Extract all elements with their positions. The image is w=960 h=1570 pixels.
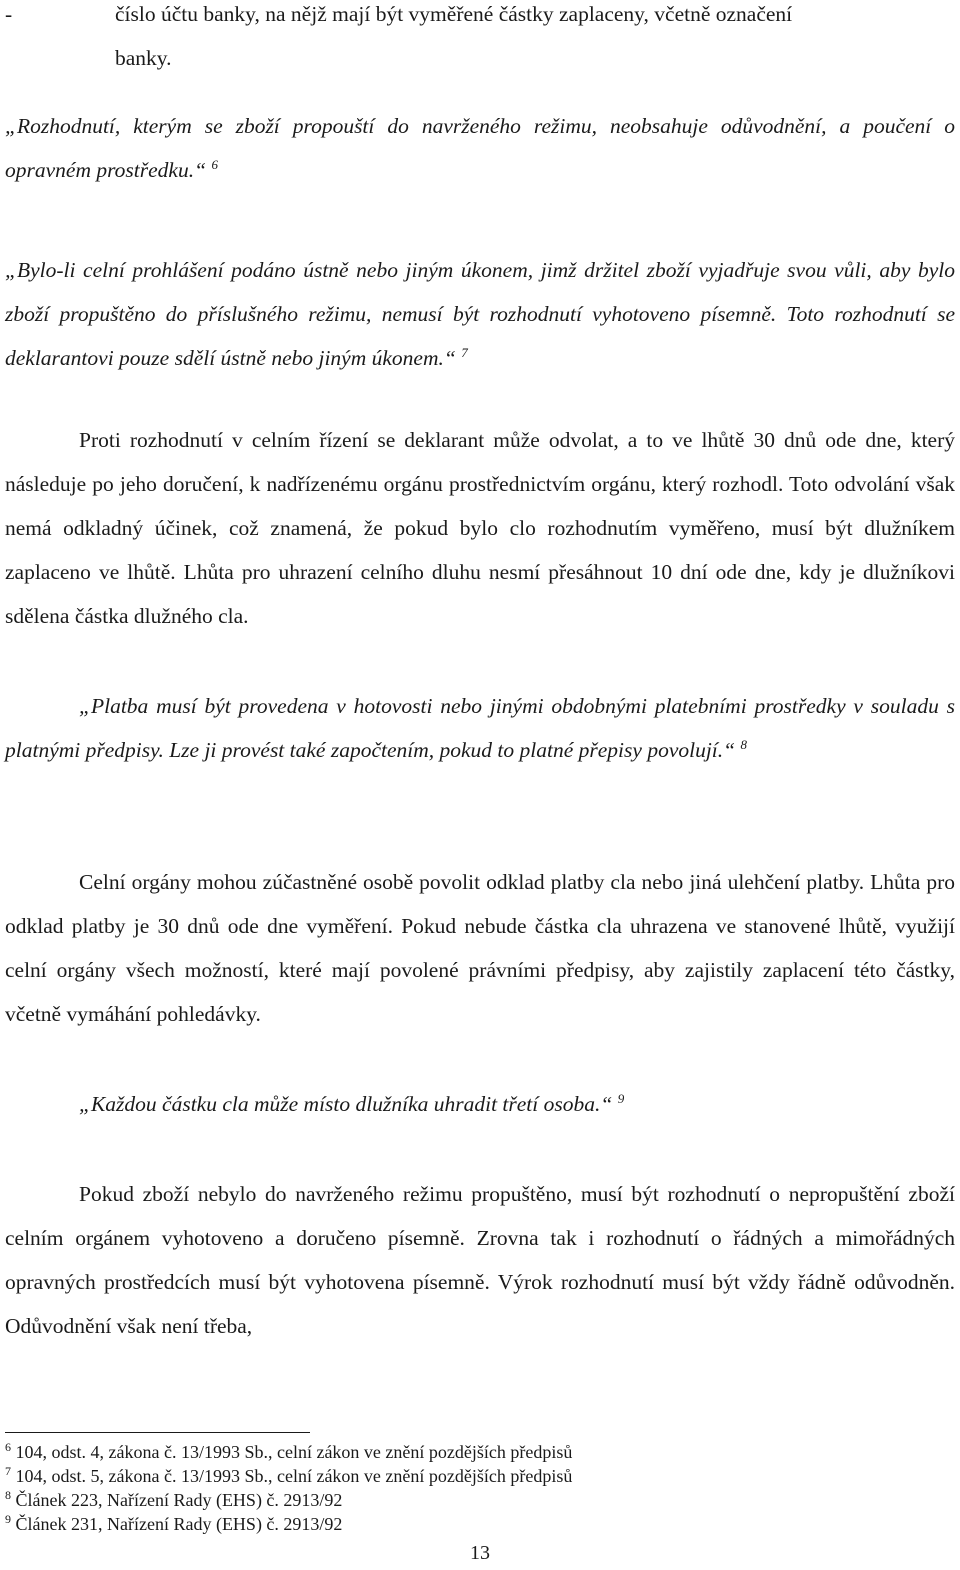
footnote-text: Článek 223, Nařízení Rady (EHS) č. 2913/92 (15, 1490, 343, 1510)
quote-paragraph-2 (5, 248, 955, 380)
footnote-number: 6 (5, 1440, 11, 1454)
footnote-number: 9 (5, 1512, 11, 1526)
bullet-dash: - (5, 2, 13, 26)
footnote-separator (5, 1432, 310, 1433)
footnote-number: 7 (5, 1464, 11, 1478)
footnotes (5, 1440, 905, 1536)
paragraph-7: Pokud zboží nebylo do navrženého režimu propuštěno, musí být rozhodnutí o nepropuštění zboží celním orgánem vyhotoveno a doručeno písemně. Zrovna tak i rozhodnutí o řádných a mimořádných opravných prostředcích musí být vyhotovena písemně. Výrok rozhodnutí musí být vždy řádně odůvodněn. Odůvodnění však není třeba, (5, 1182, 955, 1338)
footnote-ref-7[interactable]: 7 (461, 344, 468, 360)
footnote-ref-8[interactable]: 8 (740, 736, 747, 752)
bullet-text-line1: číslo účtu banky, na nějž mají být vyměřené částky zaplaceny, včetně označení (115, 2, 793, 26)
quote-paragraph-1 (5, 104, 955, 192)
quote-text-4: „Platba musí být provedena v hotovosti nebo jinými obdobnými platebními prostředky v souladu s platnými předpisy. Lze ji provést také započtením, pokud to platné přepisy povolují.“ (5, 694, 955, 762)
quote-text-2: „Bylo-li celní prohlášení podáno ústně nebo jiným úkonem, jimž držitel zboží vyjadřuje svou vůli, aby bylo zboží propuštěno do příslušného režimu, nemusí být rozhodnutí vyhotoveno písemně. Toto rozhodnutí se deklarantovi pouze sdělí ústně nebo jiným úkonem.“ (5, 258, 955, 370)
footnote-7 (5, 1464, 905, 1488)
quote-paragraph-4 (5, 684, 955, 772)
bullet-item (5, 0, 955, 80)
quote-paragraph-6 (5, 1082, 955, 1126)
footnote-text: 104, odst. 4, zákona č. 13/1993 Sb., celní zákon ve znění pozdějších předpisů (15, 1442, 573, 1462)
footnote-8 (5, 1488, 905, 1512)
footnote-ref-9[interactable]: 9 (617, 1090, 625, 1106)
quote-text-1: „Rozhodnutí, kterým se zboží propouští do navrženého režimu, neobsahuje odůvodnění, a poučení o opravném prostředku.“ (5, 114, 955, 182)
footnote-9 (5, 1512, 905, 1536)
footnote-number: 8 (5, 1488, 11, 1502)
quote-text-6: „Každou částku cla může místo dlužníka uhradit třetí osoba.“ (79, 1092, 613, 1116)
bullet-text-line2: banky. (115, 46, 172, 70)
footnote-ref-6[interactable]: 6 (211, 156, 218, 172)
footnote-text: Článek 231, Nařízení Rady (EHS) č. 2913/92 (15, 1514, 343, 1534)
paragraph-5: Celní orgány mohou zúčastněné osobě povolit odklad platby cla nebo jiná ulehčení platby. Lhůta pro odklad platby je 30 dnů ode dne vyměření. Pokud nebude částka cla uhrazena ve stanovené lhůtě, využijí celní orgány všech možností, které mají povolené právními předpisy, aby zajistily zaplacení této částky, včetně vymáhání pohledávky. (5, 870, 955, 1026)
footnote-6 (5, 1440, 905, 1464)
page-number: 13 (470, 1542, 490, 1564)
footnote-text: 104, odst. 5, zákona č. 13/1993 Sb., celní zákon ve znění pozdějších předpisů (15, 1466, 573, 1486)
paragraph-3: Proti rozhodnutí v celním řízení se deklarant může odvolat, a to ve lhůtě 30 dnů ode dne, který následuje po jeho doručení, k nadřízenému orgánu prostřednictvím orgánu, který rozhodl. Toto odvolání však nemá odkladný účinek, což znamená, že pokud bylo clo rozhodnutím vyměřeno, musí být dlužníkem zaplaceno ve lhůtě. Lhůta pro uhrazení celního dluhu nesmí přesáhnout 10 dní ode dne, kdy je dlužníkovi sdělena částka dlužného cla. (5, 428, 955, 628)
